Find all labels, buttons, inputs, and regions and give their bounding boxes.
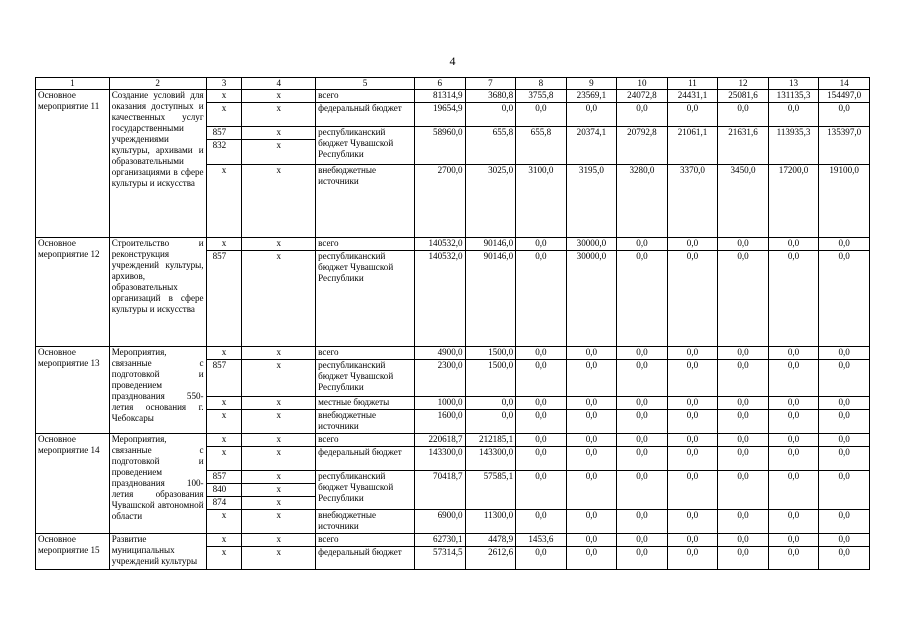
- value-cell: 0,0: [718, 360, 769, 397]
- value-cell: 4478,9: [465, 534, 516, 547]
- section-code-cell: [242, 238, 316, 251]
- value-cell: 0,0: [516, 510, 567, 534]
- value-cell: 0,0: [768, 251, 819, 347]
- budget-code: x: [221, 547, 227, 557]
- code-cell: [206, 90, 242, 103]
- value-cell: 0,0: [667, 360, 718, 397]
- value-cell: 0,0: [516, 251, 567, 347]
- value-cell: 3025,0: [465, 165, 516, 238]
- value-cell: 0,0: [516, 238, 567, 251]
- funding-source: всего: [316, 347, 415, 360]
- value-cell: 0,0: [768, 534, 819, 547]
- funding-source: республиканский бюджет Чувашской Республики: [316, 251, 415, 347]
- measure-description: Мероприятия, связанные с подготовкой и проведением празднования 550-летия основания г. Чебоксары: [109, 347, 206, 434]
- budget-code: 840: [207, 484, 242, 497]
- value-cell: 0,0: [617, 447, 668, 471]
- table-row: [36, 347, 870, 360]
- code-cell: [206, 547, 242, 570]
- column-number: 6: [415, 78, 466, 90]
- value-cell: 0,0: [819, 510, 870, 534]
- value-cell: 0,0: [667, 510, 718, 534]
- value-cell: 0,0: [617, 410, 668, 434]
- value-cell: 0,0: [566, 103, 617, 127]
- value-cell: 0,0: [819, 238, 870, 251]
- measure-description: Строительство и реконструкция учреждений культуры, архивов, образовательных организаций в сфере культуры и искусства: [109, 238, 206, 347]
- funding-source: федеральный бюджет: [316, 547, 415, 570]
- code-cell: [206, 534, 242, 547]
- value-cell: 0,0: [819, 471, 870, 510]
- value-cell: 0,0: [819, 547, 870, 570]
- value-cell: 0,0: [819, 347, 870, 360]
- section-code-cell: [242, 447, 316, 471]
- value-cell: 0,0: [718, 471, 769, 510]
- value-cell: 0,0: [718, 447, 769, 471]
- funding-source: всего: [316, 90, 415, 103]
- table-row: [36, 238, 870, 251]
- value-cell: 58960,0: [415, 127, 466, 165]
- value-cell: 0,0: [617, 251, 668, 347]
- budget-code: 857: [212, 251, 227, 261]
- value-cell: 0,0: [667, 347, 718, 360]
- code-cell: [206, 347, 242, 360]
- value-cell: 0,0: [819, 360, 870, 397]
- value-cell: 0,0: [819, 251, 870, 347]
- value-cell: 0,0: [718, 434, 769, 447]
- value-cell: 0,0: [516, 397, 567, 410]
- value-cell: 0,0: [718, 238, 769, 251]
- section-code: x: [276, 347, 281, 357]
- section-code-cell: [242, 471, 316, 510]
- funding-source: республиканский бюджет Чувашской Республики: [316, 360, 415, 397]
- section-code: x: [276, 510, 281, 520]
- section-code: x: [276, 251, 281, 261]
- value-cell: 57585,1: [465, 471, 516, 510]
- section-code: x: [276, 410, 281, 420]
- section-code-cell: [242, 165, 316, 238]
- budget-code: x: [221, 238, 227, 248]
- value-cell: 21061,1: [667, 127, 718, 165]
- value-cell: 0,0: [566, 347, 617, 360]
- value-cell: 0,0: [819, 397, 870, 410]
- budget-code: x: [221, 103, 227, 113]
- value-cell: 24072,8: [617, 90, 668, 103]
- budget-code: x: [221, 410, 227, 420]
- value-cell: 24431,1: [667, 90, 718, 103]
- measure-name: Основное мероприятие 11: [36, 90, 110, 238]
- budget-code: x: [221, 510, 227, 520]
- code-cell: [206, 238, 242, 251]
- value-cell: 0,0: [566, 447, 617, 471]
- budget-code: x: [221, 347, 227, 357]
- value-cell: 140532,0: [415, 238, 466, 251]
- value-cell: 0,0: [516, 347, 567, 360]
- code-cell: [206, 251, 242, 347]
- value-cell: 0,0: [768, 103, 819, 127]
- column-number: 4: [242, 78, 316, 90]
- section-code-cell: [242, 360, 316, 397]
- column-number: 1: [36, 78, 110, 90]
- funding-source: федеральный бюджет: [316, 447, 415, 471]
- funding-source: республиканский бюджет Чувашской Республики: [316, 127, 415, 165]
- column-number: 12: [718, 78, 769, 90]
- column-number: 13: [768, 78, 819, 90]
- value-cell: 0,0: [718, 547, 769, 570]
- value-cell: 19654,9: [415, 103, 466, 127]
- value-cell: 0,0: [516, 434, 567, 447]
- value-cell: 0,0: [667, 410, 718, 434]
- budget-code: x: [221, 397, 227, 407]
- column-number: 7: [465, 78, 516, 90]
- section-code: x: [276, 447, 281, 457]
- value-cell: 1600,0: [415, 410, 466, 434]
- value-cell: 19100,0: [819, 165, 870, 238]
- table-row: [36, 434, 870, 447]
- value-cell: 17200,0: [768, 165, 819, 238]
- column-number-row: [36, 78, 870, 90]
- value-cell: 0,0: [617, 347, 668, 360]
- value-cell: 0,0: [768, 547, 819, 570]
- value-cell: 0,0: [617, 471, 668, 510]
- budget-code: x: [221, 165, 227, 175]
- value-cell: 0,0: [718, 534, 769, 547]
- value-cell: 21631,6: [718, 127, 769, 165]
- value-cell: 0,0: [465, 410, 516, 434]
- value-cell: 0,0: [768, 447, 819, 471]
- measure-description: Создание условий для оказания доступных и качественных услуг государственными учреждениями культуры, архивами и образовательными организациями в сфере культуры и искусства: [109, 90, 206, 238]
- section-code: x: [276, 238, 281, 248]
- measure-name: Основное мероприятие 15: [36, 534, 110, 570]
- value-cell: 0,0: [617, 510, 668, 534]
- value-cell: 220618,7: [415, 434, 466, 447]
- value-cell: 0,0: [465, 103, 516, 127]
- table-row: [36, 90, 870, 103]
- value-cell: 113935,3: [768, 127, 819, 165]
- value-cell: 0,0: [516, 103, 567, 127]
- value-cell: 0,0: [617, 547, 668, 570]
- code-cell: [206, 103, 242, 127]
- section-code: x: [276, 90, 281, 100]
- funding-source: внебюджетные источники: [316, 510, 415, 534]
- value-cell: 0,0: [718, 510, 769, 534]
- value-cell: 0,0: [667, 547, 718, 570]
- value-cell: 20374,1: [566, 127, 617, 165]
- value-cell: 20792,8: [617, 127, 668, 165]
- section-code: x: [276, 360, 281, 370]
- funding-source: республиканский бюджет Чувашской Республики: [316, 471, 415, 510]
- value-cell: 143300,0: [465, 447, 516, 471]
- code-cell: [206, 447, 242, 471]
- value-cell: 0,0: [718, 347, 769, 360]
- section-code: x: [276, 165, 281, 175]
- section-code-cell: [242, 347, 316, 360]
- section-code-cell: [242, 410, 316, 434]
- column-number: 5: [316, 78, 415, 90]
- value-cell: 0,0: [617, 397, 668, 410]
- value-cell: 0,0: [667, 103, 718, 127]
- budget-code: x: [221, 434, 227, 444]
- section-code-cell: [242, 397, 316, 410]
- value-cell: 0,0: [768, 471, 819, 510]
- measure-name: Основное мероприятие 14: [36, 434, 110, 534]
- funding-source: федеральный бюджет: [316, 103, 415, 127]
- value-cell: 0,0: [566, 534, 617, 547]
- section-code: x: [242, 484, 315, 497]
- section-code: x: [276, 434, 281, 444]
- value-cell: 3370,0: [667, 165, 718, 238]
- value-cell: 0,0: [566, 410, 617, 434]
- code-cell: [206, 360, 242, 397]
- budget-code: 857: [212, 360, 227, 370]
- value-cell: 143300,0: [415, 447, 466, 471]
- section-code-cell: [242, 547, 316, 570]
- value-cell: 0,0: [516, 471, 567, 510]
- code-cell: [206, 434, 242, 447]
- value-cell: 1500,0: [465, 347, 516, 360]
- value-cell: 2700,0: [415, 165, 466, 238]
- value-cell: 3195,0: [566, 165, 617, 238]
- value-cell: 3100,0: [516, 165, 567, 238]
- value-cell: 3680,8: [465, 90, 516, 103]
- value-cell: 0,0: [617, 534, 668, 547]
- table-row: [36, 534, 870, 547]
- code-cell: [206, 127, 242, 165]
- code-cell: [206, 410, 242, 434]
- value-cell: 0,0: [819, 534, 870, 547]
- column-number: 10: [617, 78, 668, 90]
- value-cell: 212185,1: [465, 434, 516, 447]
- value-cell: 655,8: [516, 127, 567, 165]
- section-code-cell: [242, 103, 316, 127]
- value-cell: 90146,0: [465, 238, 516, 251]
- value-cell: 0,0: [465, 397, 516, 410]
- measure-name: Основное мероприятие 13: [36, 347, 110, 434]
- value-cell: 1453,6: [516, 534, 567, 547]
- section-code: x: [242, 127, 315, 140]
- value-cell: 70418,7: [415, 471, 466, 510]
- budget-table: [35, 77, 870, 570]
- value-cell: 0,0: [768, 360, 819, 397]
- value-cell: 0,0: [819, 410, 870, 434]
- value-cell: 0,0: [768, 434, 819, 447]
- section-code: x: [276, 397, 281, 407]
- value-cell: 0,0: [667, 238, 718, 251]
- code-cell: [206, 510, 242, 534]
- funding-source: местные бюджеты: [316, 397, 415, 410]
- funding-source: внебюджетные источники: [316, 165, 415, 238]
- value-cell: 2612,6: [465, 547, 516, 570]
- budget-code: 857: [207, 471, 242, 484]
- budget-code: x: [221, 447, 227, 457]
- budget-code: 857: [207, 127, 242, 140]
- section-code: x: [276, 103, 281, 113]
- value-cell: 154497,0: [819, 90, 870, 103]
- value-cell: 3450,0: [718, 165, 769, 238]
- value-cell: 140532,0: [415, 251, 466, 347]
- value-cell: 0,0: [516, 410, 567, 434]
- value-cell: 1000,0: [415, 397, 466, 410]
- column-number: 8: [516, 78, 567, 90]
- value-cell: 2300,0: [415, 360, 466, 397]
- value-cell: 0,0: [768, 510, 819, 534]
- value-cell: 90146,0: [465, 251, 516, 347]
- value-cell: 0,0: [566, 471, 617, 510]
- value-cell: 0,0: [516, 547, 567, 570]
- value-cell: 0,0: [516, 360, 567, 397]
- value-cell: 30000,0: [566, 251, 617, 347]
- funding-source: всего: [316, 534, 415, 547]
- value-cell: 30000,0: [566, 238, 617, 251]
- column-number: 14: [819, 78, 870, 90]
- value-cell: 0,0: [718, 103, 769, 127]
- value-cell: 0,0: [768, 397, 819, 410]
- value-cell: 0,0: [819, 103, 870, 127]
- measure-name: Основное мероприятие 12: [36, 238, 110, 347]
- value-cell: 0,0: [768, 238, 819, 251]
- value-cell: 11300,0: [465, 510, 516, 534]
- budget-code: 874: [212, 497, 227, 507]
- section-code: x: [276, 534, 281, 544]
- value-cell: 0,0: [516, 447, 567, 471]
- value-cell: 0,0: [667, 251, 718, 347]
- value-cell: 4900,0: [415, 347, 466, 360]
- section-code-cell: [242, 510, 316, 534]
- value-cell: 0,0: [617, 360, 668, 397]
- value-cell: 0,0: [819, 434, 870, 447]
- value-cell: 1500,0: [465, 360, 516, 397]
- code-cell: [206, 471, 242, 510]
- value-cell: 0,0: [667, 397, 718, 410]
- column-number: 3: [206, 78, 242, 90]
- code-cell: [206, 165, 242, 238]
- value-cell: 0,0: [566, 360, 617, 397]
- value-cell: 0,0: [617, 103, 668, 127]
- funding-source: всего: [316, 238, 415, 251]
- value-cell: 23569,1: [566, 90, 617, 103]
- funding-source: внебюджетные источники: [316, 410, 415, 434]
- value-cell: 0,0: [667, 434, 718, 447]
- page-number: 4: [449, 54, 456, 68]
- section-code-cell: [242, 127, 316, 165]
- funding-source: всего: [316, 434, 415, 447]
- column-number: 2: [109, 78, 206, 90]
- value-cell: 62730,1: [415, 534, 466, 547]
- section-code-cell: [242, 251, 316, 347]
- value-cell: 0,0: [617, 434, 668, 447]
- value-cell: 0,0: [566, 397, 617, 410]
- section-code: x: [242, 471, 315, 484]
- value-cell: 0,0: [566, 510, 617, 534]
- value-cell: 0,0: [718, 410, 769, 434]
- value-cell: 0,0: [667, 471, 718, 510]
- value-cell: 0,0: [718, 397, 769, 410]
- budget-code: x: [221, 534, 227, 544]
- section-code-cell: [242, 434, 316, 447]
- value-cell: 135397,0: [819, 127, 870, 165]
- value-cell: 0,0: [768, 410, 819, 434]
- column-number: 9: [566, 78, 617, 90]
- section-code: x: [276, 140, 281, 150]
- code-cell: [206, 397, 242, 410]
- value-cell: 81314,9: [415, 90, 466, 103]
- budget-code: 832: [212, 140, 227, 150]
- value-cell: 6900,0: [415, 510, 466, 534]
- value-cell: 655,8: [465, 127, 516, 165]
- measure-description: Развитие муниципальных учреждений культуры: [109, 534, 206, 570]
- value-cell: 25081,6: [718, 90, 769, 103]
- measure-description: Мероприятия, связанные с подготовкой и проведением празднования 100-летия образования Чувашской автономной области: [109, 434, 206, 534]
- value-cell: 0,0: [768, 347, 819, 360]
- value-cell: 0,0: [566, 434, 617, 447]
- value-cell: 0,0: [566, 547, 617, 570]
- section-code-cell: [242, 90, 316, 103]
- value-cell: 0,0: [617, 238, 668, 251]
- section-code: x: [276, 497, 281, 507]
- value-cell: 0,0: [819, 447, 870, 471]
- value-cell: 3280,0: [617, 165, 668, 238]
- value-cell: 3755,8: [516, 90, 567, 103]
- budget-code: x: [221, 90, 227, 100]
- column-number: 11: [667, 78, 718, 90]
- value-cell: 0,0: [667, 447, 718, 471]
- value-cell: 57314,5: [415, 547, 466, 570]
- value-cell: 0,0: [667, 534, 718, 547]
- value-cell: 0,0: [718, 251, 769, 347]
- value-cell: 131135,3: [768, 90, 819, 103]
- section-code: x: [276, 547, 281, 557]
- section-code-cell: [242, 534, 316, 547]
